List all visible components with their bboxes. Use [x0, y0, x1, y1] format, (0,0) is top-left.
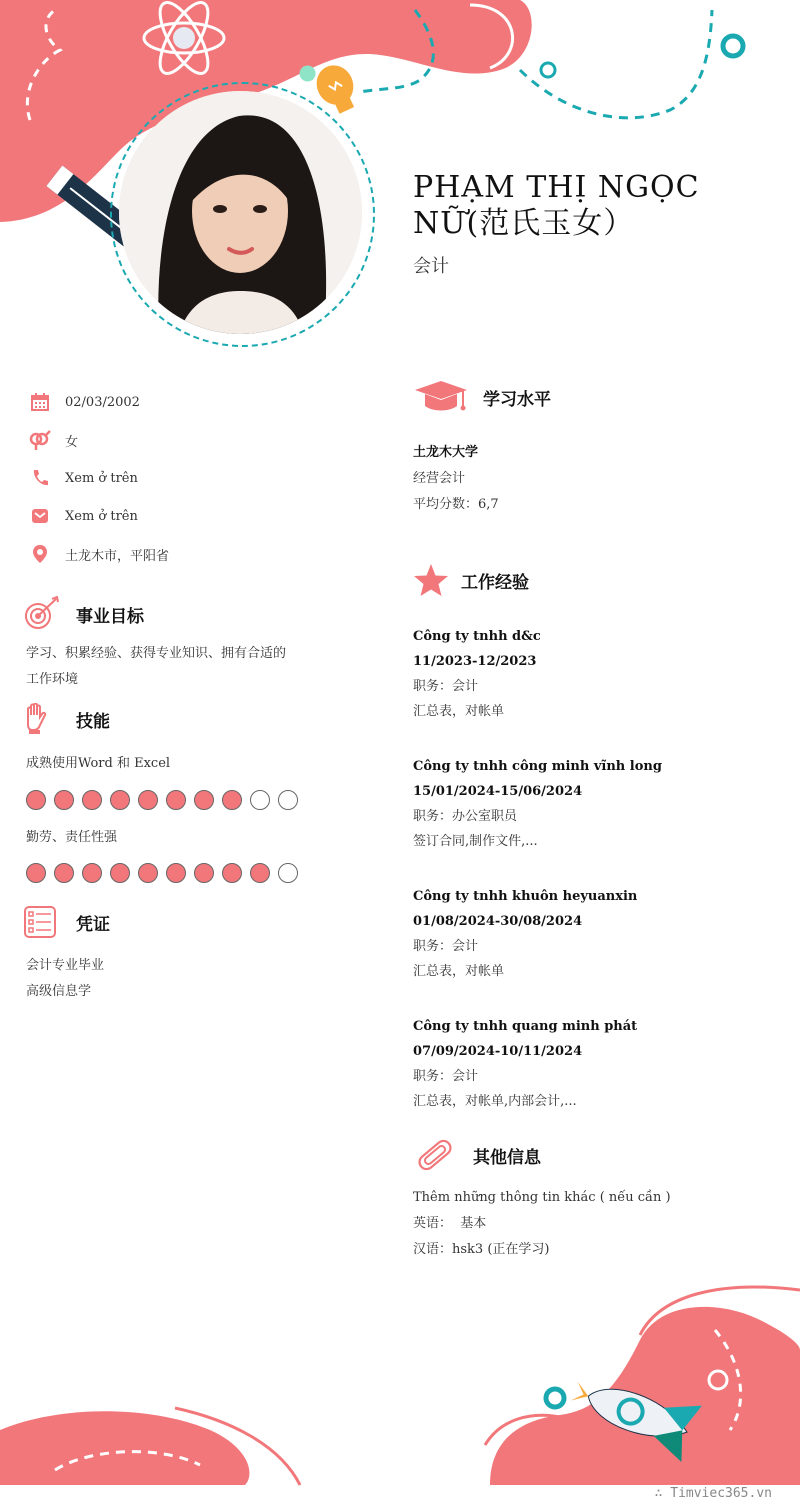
certificates-title: 凭证 — [76, 914, 110, 935]
school-name: 土龙木大学 — [413, 445, 479, 460]
job-entry-4 — [413, 1014, 783, 1114]
skill-1-rating — [26, 790, 298, 810]
rating-dot-filled — [194, 790, 214, 810]
rating-dot-filled — [54, 790, 74, 810]
rating-dot-filled — [110, 863, 130, 883]
profile-photo — [119, 91, 362, 334]
target-icon — [24, 596, 62, 632]
phone-value: Xem ở trên — [65, 470, 138, 486]
gender-icon — [28, 428, 52, 452]
education-details — [413, 440, 783, 518]
certificate-item: 会计专业毕业 — [26, 958, 105, 973]
rating-dot-filled — [250, 863, 270, 883]
job-period: 11/2023-12/2023 — [413, 654, 537, 669]
candidate-name: PHẠM THỊ NGỌC NỮ(范氏玉女） — [413, 170, 700, 241]
skills-heading — [24, 703, 110, 735]
certificate-item: 高级信息学 — [26, 984, 92, 999]
job-position: 职务：办公室职员 — [413, 809, 518, 824]
rating-dot-filled — [222, 790, 242, 810]
location-icon — [28, 542, 52, 566]
job-position: 职务：会计 — [413, 939, 479, 954]
education-title: 学习水平 — [483, 389, 551, 410]
rating-dot-filled — [166, 790, 186, 810]
objective-text — [26, 641, 366, 693]
objective-heading — [24, 596, 144, 632]
certificates-heading — [24, 906, 110, 938]
job-period: 15/01/2024-15/06/2024 — [413, 784, 583, 799]
rating-dot-empty — [278, 863, 298, 883]
experience-heading — [413, 563, 529, 597]
skills-title: 技能 — [76, 711, 110, 732]
rating-dot-filled — [54, 863, 74, 883]
other-info-line-1: Thêm những thông tin khác ( nếu cần ) — [413, 1190, 671, 1205]
experience-title: 工作经验 — [461, 572, 529, 593]
rating-dot-filled — [222, 863, 242, 883]
job-entry-1 — [413, 624, 783, 724]
hand-icon — [24, 703, 48, 735]
skill-2-rating — [26, 863, 298, 883]
contact-email — [28, 497, 368, 535]
rating-dot-filled — [82, 790, 102, 810]
gender-value: 女 — [65, 434, 79, 450]
rating-dot-filled — [26, 863, 46, 883]
skill-2-name: 勤劳、责任性强 — [26, 830, 118, 845]
rating-dot-empty — [278, 790, 298, 810]
job-position: 职务：会计 — [413, 1069, 479, 1084]
contact-list — [28, 383, 368, 573]
graduation-cap-icon — [413, 380, 469, 414]
contact-phone — [28, 459, 368, 497]
other-info-heading — [413, 1136, 541, 1174]
rating-dot-filled — [82, 863, 102, 883]
contact-birthday — [28, 383, 368, 421]
rating-dot-filled — [138, 790, 158, 810]
skill-1-name: 成熟使用Word 和 Excel — [26, 756, 171, 771]
objective-line-1: 学习、积累经验、获得专业知识、拥有合适的 — [26, 646, 287, 661]
other-info-line-2: 英语： 基本 — [413, 1216, 487, 1231]
other-info-text — [413, 1185, 783, 1263]
paperclip-icon — [413, 1136, 457, 1174]
checklist-icon — [24, 906, 56, 938]
job-company: Công ty tnhh quang minh phát — [413, 1019, 638, 1034]
job-tasks: 汇总表，对帐单,内部会计,... — [413, 1094, 577, 1109]
other-info-line-3: 汉语：hsk3 (正在学习) — [413, 1242, 550, 1257]
job-title: 会计 — [413, 256, 449, 277]
objective-line-2: 工作环境 — [26, 672, 79, 687]
rating-dot-filled — [26, 790, 46, 810]
job-position: 职务：会计 — [413, 679, 479, 694]
job-tasks: 签订合同,制作文件,... — [413, 834, 538, 849]
watermark: ∴ Timviec365.vn — [654, 1486, 772, 1501]
job-tasks: 汇总表，对帐单 — [413, 964, 505, 979]
rating-dot-filled — [138, 863, 158, 883]
job-tasks: 汇总表，对帐单 — [413, 704, 505, 719]
education-heading — [413, 380, 551, 414]
address-value: 土龙木市，平阳省 — [65, 548, 170, 564]
other-info-title: 其他信息 — [473, 1147, 541, 1168]
profile-photo-frame — [110, 82, 375, 347]
gpa: 平均分数：6,7 — [413, 497, 499, 512]
birthday-value: 02/03/2002 — [65, 394, 140, 410]
job-period: 07/09/2024-10/11/2024 — [413, 1044, 583, 1059]
job-company: Công ty tnhh khuôn heyuanxin — [413, 889, 638, 904]
job-entry-3 — [413, 884, 783, 984]
major: 经营会计 — [413, 471, 466, 486]
rating-dot-filled — [166, 863, 186, 883]
calendar-icon — [28, 390, 52, 414]
job-company: Công ty tnhh d&c — [413, 629, 541, 644]
job-entry-2 — [413, 754, 783, 854]
email-value: Xem ở trên — [65, 508, 138, 524]
certificates-list — [26, 953, 104, 1005]
job-company: Công ty tnhh công minh vĩnh long — [413, 759, 662, 774]
objective-title: 事业目标 — [76, 606, 144, 627]
rating-dot-empty — [250, 790, 270, 810]
contact-gender — [28, 421, 368, 459]
rating-dot-filled — [194, 863, 214, 883]
contact-address — [28, 535, 368, 573]
star-icon — [413, 563, 449, 597]
job-period: 01/08/2024-30/08/2024 — [413, 914, 583, 929]
phone-icon — [28, 466, 52, 490]
rating-dot-filled — [110, 790, 130, 810]
email-icon — [28, 504, 52, 528]
